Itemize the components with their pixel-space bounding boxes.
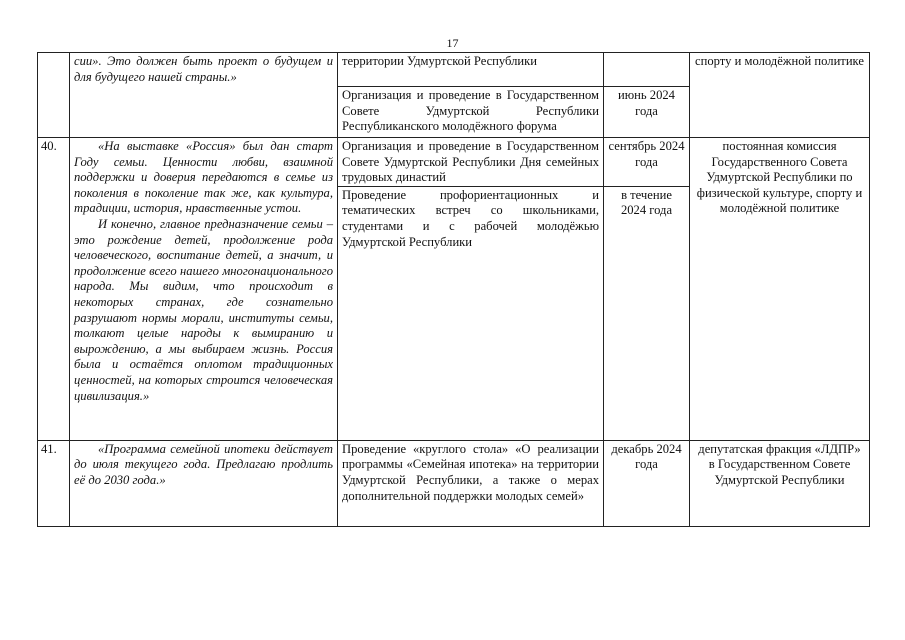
- event-cell: территории Удмуртской Республики: [338, 53, 604, 87]
- event-cell: Организация и проведение в Государственном Совете Удмуртской Республики Республиканского молодёжного форума: [338, 87, 604, 138]
- date-cell: [604, 53, 690, 87]
- quote-paragraph: «На выставке «Россия» был дан старт Году семьи. Ценности любви, взаимной поддержки и доверия передаются в семье из поколения в поколение так же, как культура, традиции, история, нравственные устои.: [74, 139, 333, 216]
- plan-table: [37, 52, 870, 527]
- table-row: [38, 440, 870, 526]
- quote-cell: [70, 53, 338, 138]
- row-number: 41.: [38, 440, 70, 526]
- event-cell: Проведение профориентационных и тематических встреч со школьниками, студентами и с рабочей молодёжью Удмуртской Республики: [338, 186, 604, 440]
- quote-cell: [70, 138, 338, 441]
- date-cell: в течение 2024 года: [604, 186, 690, 440]
- quote-cell: [70, 440, 338, 526]
- quote-paragraph: И конечно, главное предназначение семьи – это рождение детей, продолжение рода человеческого, воспитание детей, а значит, и продолжение всего нашего многонационального народа. Мы видим, что происходит в некоторых странах, где сознательно разрушают нормы морали, институты семьи, толкают целые народы к вымиранию и вырождению, а мы выбираем жизнь. Россия была и остаётся оплотом традиционных ценностей, на которых строится человеческая цивилизация.»: [74, 216, 333, 403]
- table-row: [38, 53, 870, 87]
- row-number: 40.: [38, 138, 70, 441]
- responsible-cell: депутатская фракция «ЛДПР» в Государственном Совете Удмуртской Республики: [690, 440, 870, 526]
- event-cell: Проведение «круглого стола» «О реализации программы «Семейная ипотека» на территории Удмуртской Республики, а также о мерах дополнительной поддержки молодых семей»: [338, 440, 604, 526]
- event-cell: Организация и проведение в Государственном Совете Удмуртской Республики Дня семейных трудовых династий: [338, 138, 604, 187]
- quote-paragraph: «Программа семейной ипотеки действует до июля текущего года. Предлагаю продлить её до 2030 года.»: [74, 441, 333, 487]
- page-number: 17: [446, 36, 459, 50]
- quote-paragraph: сии». Это должен быть проект о будущем и для будущего нашей страны.»: [74, 54, 333, 84]
- responsible-cell: спорту и молодёжной политике: [690, 53, 870, 138]
- date-cell: сентябрь 2024 года: [604, 138, 690, 187]
- row-number: [38, 53, 70, 138]
- date-cell: июнь 2024 года: [604, 87, 690, 138]
- table-row: [38, 138, 870, 187]
- responsible-cell: постоянная комиссия Государственного Совета Удмуртской Республики по физической культуре, спорту и молодёжной политике: [690, 138, 870, 441]
- date-cell: декабрь 2024 года: [604, 440, 690, 526]
